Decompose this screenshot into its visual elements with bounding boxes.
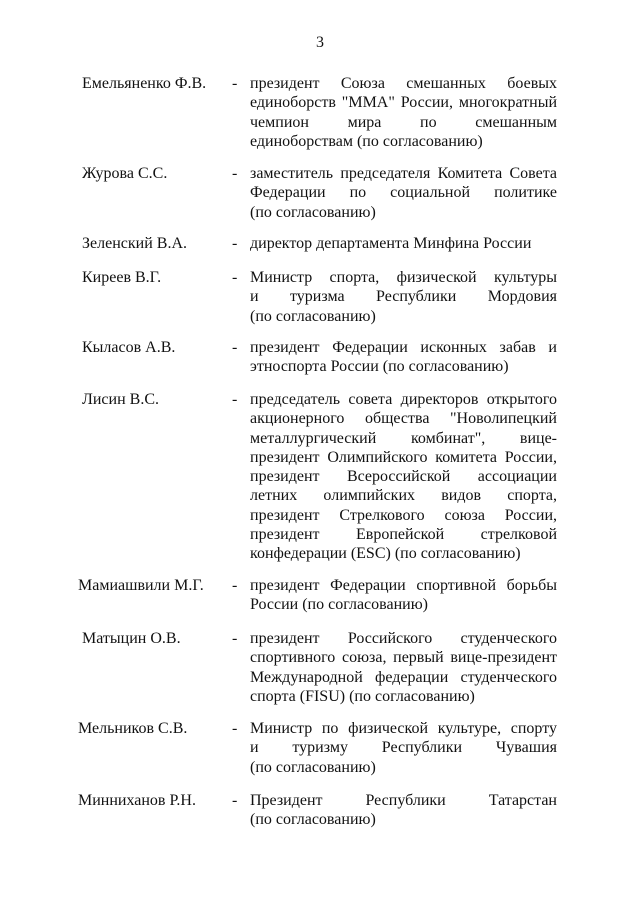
member-description <box>250 390 557 564</box>
member-name: Киреев В.Г. <box>82 269 162 286</box>
member-description <box>250 719 557 777</box>
description-line: единоборств "ММА" России, многократный <box>250 94 557 112</box>
member-name: Лисин В.С. <box>82 391 159 408</box>
description-line: Президент Республики Татарстан <box>250 792 557 809</box>
description-line: заместитель председателя Комитета Совета <box>250 165 557 182</box>
description-line: президент Олимпийского комитета России, <box>250 448 557 466</box>
member-name: Мельников С.В. <box>78 720 188 737</box>
member-description <box>250 234 557 253</box>
separator-dash: - <box>232 630 238 647</box>
description-line: единоборствам (по согласованию) <box>250 132 483 150</box>
member-name: Минниханов Р.Н. <box>78 792 196 809</box>
description-line: акционерного общества "Новолипецкий <box>250 410 557 428</box>
description-line: (по согласованию) <box>250 811 376 829</box>
description-line: (по согласованию) <box>250 307 376 325</box>
description-line: чемпион мира по смешанным <box>250 113 557 131</box>
member-description <box>250 338 557 377</box>
description-line: директор департамента Минфина России <box>250 235 532 252</box>
description-line: президент Федерации спортивной борьбы <box>250 577 557 594</box>
description-line: спортивного союза, первый вице-президент <box>250 649 557 667</box>
member-name: Зеленский В.А. <box>82 235 187 252</box>
description-line: президент Федерации исконных забав и <box>250 339 557 356</box>
separator-dash: - <box>232 269 238 286</box>
description-line: президент Российского студенческого <box>250 630 557 647</box>
description-line: (по согласованию) <box>250 203 376 221</box>
member-description <box>250 164 557 222</box>
member-description <box>250 791 557 830</box>
description-line: и туризма Республики Мордовия <box>250 288 557 306</box>
description-line: Министр по физической культуре, спорту <box>250 720 557 737</box>
member-description <box>250 74 557 151</box>
description-line: председатель совета директоров открытого <box>250 391 557 408</box>
separator-dash: - <box>232 391 238 408</box>
description-line: Федерации по социальной политике <box>250 184 557 202</box>
description-line: (по согласованию) <box>250 758 376 776</box>
separator-dash: - <box>232 720 238 737</box>
member-description <box>250 576 557 615</box>
member-name: Матыцин О.В. <box>82 630 181 647</box>
page-number: 3 <box>316 34 324 51</box>
separator-dash: - <box>232 165 238 182</box>
member-name: Журова С.С. <box>82 165 168 182</box>
separator-dash: - <box>232 339 238 356</box>
description-line: этноспорта России (по согласованию) <box>250 358 509 376</box>
description-line: президент Стрелкового союза России, <box>250 506 557 524</box>
separator-dash: - <box>232 792 238 809</box>
description-line: летних олимпийских видов спорта, <box>250 487 557 505</box>
separator-dash: - <box>232 577 238 594</box>
description-line: и туризму Республики Чувашия <box>250 739 557 757</box>
description-line: металлургический комбинат", вице- <box>250 429 557 447</box>
description-line: спорта (FISU) (по согласованию) <box>250 687 475 705</box>
member-description <box>250 268 557 326</box>
description-line: Министр спорта, физической культуры <box>250 269 557 286</box>
description-line: конфедерации (ESC) (по согласованию) <box>250 545 521 563</box>
description-line: президент Европейской стрелковой <box>250 526 557 544</box>
member-name: Емельяненко Ф.В. <box>82 75 207 92</box>
separator-dash: - <box>232 235 238 252</box>
separator-dash: - <box>232 75 238 92</box>
description-line: президент Союза смешанных боевых <box>250 75 557 92</box>
member-name: Кыласов А.В. <box>82 339 176 356</box>
member-name: Мамиашвили М.Г. <box>78 577 204 594</box>
description-line: президент Всероссийской ассоциации <box>250 468 557 486</box>
description-line: Международной федерации студенческого <box>250 668 557 686</box>
member-description <box>250 629 557 706</box>
description-line: России (по согласованию) <box>250 596 429 614</box>
